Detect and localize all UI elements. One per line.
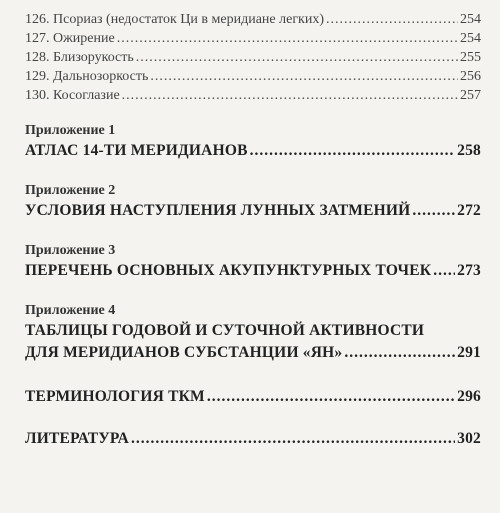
appendix-entry[interactable] — [25, 200, 481, 222]
leader-dots — [150, 67, 458, 86]
leader-dots — [131, 428, 455, 450]
toc-entry-page: 257 — [460, 88, 481, 103]
terminology-entry[interactable] — [25, 386, 481, 408]
leader-dots — [136, 48, 458, 67]
leader-dots — [326, 10, 458, 29]
toc-entry-page: 254 — [460, 12, 481, 27]
appendix-entry[interactable] — [25, 342, 481, 364]
toc-entry-page: 256 — [460, 69, 481, 84]
literature-title: ЛИТЕРАТУРА — [25, 430, 129, 447]
terminology-page: 296 — [457, 388, 481, 405]
toc-entry-title: 130. Косоглазие — [25, 88, 120, 103]
toc-entry-page: 254 — [460, 31, 481, 46]
leader-dots — [117, 29, 458, 48]
toc-entry-title: 128. Близорукость — [25, 50, 134, 65]
leader-dots — [412, 200, 455, 222]
toc-entry[interactable] — [25, 10, 481, 29]
toc-entry-page: 255 — [460, 50, 481, 65]
appendix-page: 291 — [457, 344, 481, 361]
toc-entry[interactable] — [25, 67, 481, 86]
appendix-title: УСЛОВИЯ НАСТУПЛЕНИЯ ЛУННЫХ ЗАТМЕНИЙ — [25, 202, 411, 219]
table-of-contents — [25, 10, 481, 450]
leader-dots — [344, 342, 455, 364]
appendix-2[interactable] — [25, 182, 481, 222]
appendix-label: Приложение 2 — [25, 183, 116, 198]
literature-page: 302 — [457, 430, 481, 447]
appendix-label: Приложение 3 — [25, 243, 116, 258]
chapter-entries — [25, 10, 481, 105]
appendix-4[interactable] — [25, 302, 481, 364]
appendix-page: 258 — [457, 142, 481, 159]
leader-dots — [433, 260, 455, 282]
appendix-title: ПЕРЕЧЕНЬ ОСНОВНЫХ АКУПУНКТУРНЫХ ТОЧЕК — [25, 262, 432, 279]
appendix-page: 273 — [457, 262, 481, 279]
terminology-title: ТЕРМИНОЛОГИЯ ТКМ — [25, 388, 205, 405]
appendix-1[interactable] — [25, 122, 481, 162]
toc-entry-title: 127. Ожирение — [25, 31, 115, 46]
appendix-entry[interactable] — [25, 260, 481, 282]
literature-entry[interactable] — [25, 428, 481, 450]
appendix-title-line-2: ДЛЯ МЕРИДИАНОВ СУБСТАНЦИИ «ЯН» — [25, 344, 343, 361]
appendix-title: АТЛАС 14-ТИ МЕРИДИАНОВ — [25, 142, 248, 159]
leader-dots — [122, 86, 458, 105]
toc-entry[interactable] — [25, 48, 481, 67]
appendix-label: Приложение 1 — [25, 123, 116, 138]
leader-dots — [250, 140, 456, 162]
appendix-3[interactable] — [25, 242, 481, 282]
appendix-page: 272 — [457, 202, 481, 219]
appendix-title-line-1: ТАБЛИЦЫ ГОДОВОЙ И СУТОЧНОЙ АКТИВНОСТИ — [25, 322, 425, 339]
toc-entry-title: 129. Дальнозоркость — [25, 69, 149, 84]
leader-dots — [207, 386, 455, 408]
appendix-entry[interactable] — [25, 140, 481, 162]
toc-entry[interactable] — [25, 29, 481, 48]
toc-entry[interactable] — [25, 86, 481, 105]
toc-entry-title: 126. Псориаз (недостаток Ци в меридиане легких) — [25, 12, 325, 27]
appendix-label: Приложение 4 — [25, 303, 116, 318]
